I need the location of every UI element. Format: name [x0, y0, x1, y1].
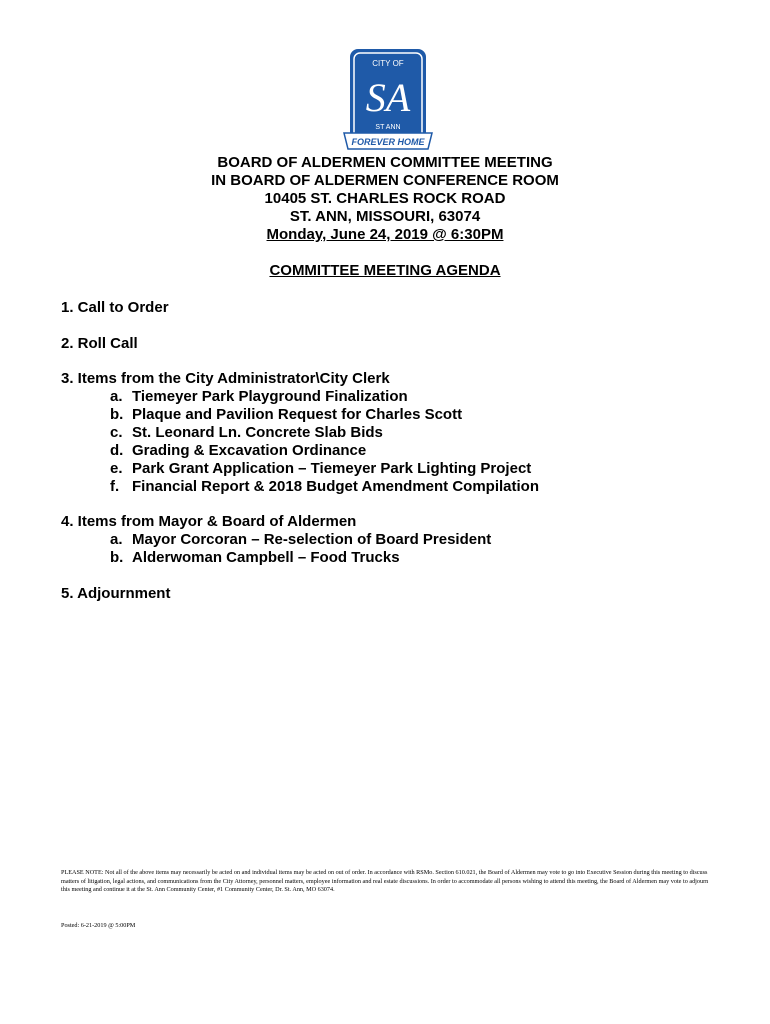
agenda-title: COMMITTEE MEETING AGENDA: [269, 262, 501, 279]
header-address: 10405 ST. CHARLES ROCK ROAD: [264, 190, 506, 207]
header-location: IN BOARD OF ALDERMEN CONFERENCE ROOM: [211, 172, 559, 189]
agenda-item-5: 5. Adjournment: [61, 585, 171, 602]
agenda-subitem: e. Park Grant Application – Tiemeyer Park Lighting Project: [110, 460, 532, 477]
meeting-header: [0, 154, 770, 244]
posted-date: Posted: 6-21-2019 @ 5:00PM: [61, 922, 136, 929]
agenda-subitem: b. Alderwoman Campbell – Food Trucks: [110, 549, 400, 566]
agenda-subitem: a. Mayor Corcoran – Re-selection of Board President: [110, 531, 492, 548]
header-date: Monday, June 24, 2019 @ 6:30PM: [266, 226, 504, 243]
agenda-subitem: a. Tiemeyer Park Playground Finalization: [110, 388, 408, 405]
agenda-item-4: 4. Items from Mayor & Board of Aldermen: [61, 513, 357, 530]
header-city: ST. ANN, MISSOURI, 63074: [289, 208, 481, 225]
logo-st-ann: ST ANN: [375, 124, 401, 131]
agenda-subitem: d. Grading & Excavation Ordinance: [110, 442, 367, 459]
logo-city-of: CITY OF: [372, 59, 404, 68]
agenda-item-3: 3. Items from the City Administrator\City Clerk: [61, 370, 390, 387]
header-title: BOARD OF ALDERMEN COMMITTEE MEETING: [217, 154, 553, 171]
city-logo: [342, 47, 434, 155]
agenda-subitem: f. Financial Report & 2018 Budget Amendment Compilation: [110, 478, 539, 495]
agenda-subitem: c. St. Leonard Ln. Concrete Slab Bids: [110, 424, 383, 441]
logo-banner: FOREVER HOME: [351, 137, 425, 147]
agenda-subitem: b. Plaque and Pavilion Request for Charles Scott: [110, 406, 463, 423]
agenda-item-1: 1. Call to Order: [61, 299, 169, 316]
logo-letters: SA: [365, 75, 411, 120]
agenda-item-2: 2. Roll Call: [61, 335, 138, 352]
footer-note: PLEASE NOTE: Not all of the above items may necessarily be acted on and individual items may be acted on out of order. In accordance with RSMo. Section 610.021, the Board of Aldermen may vote to go into Executive Session during this meeting to discuss matters of litigation, legal actions, and communications from the City Attorney, personnel matters, employee information and real estate discussions. In order to accommodate all persons wishing to attend this meeting, the Board of Aldermen may vote to adjourn this meeting and continue it at the St. Ann Community Center, #1 Community Center, Dr. St. Ann, MO 63074.: [61, 869, 709, 893]
